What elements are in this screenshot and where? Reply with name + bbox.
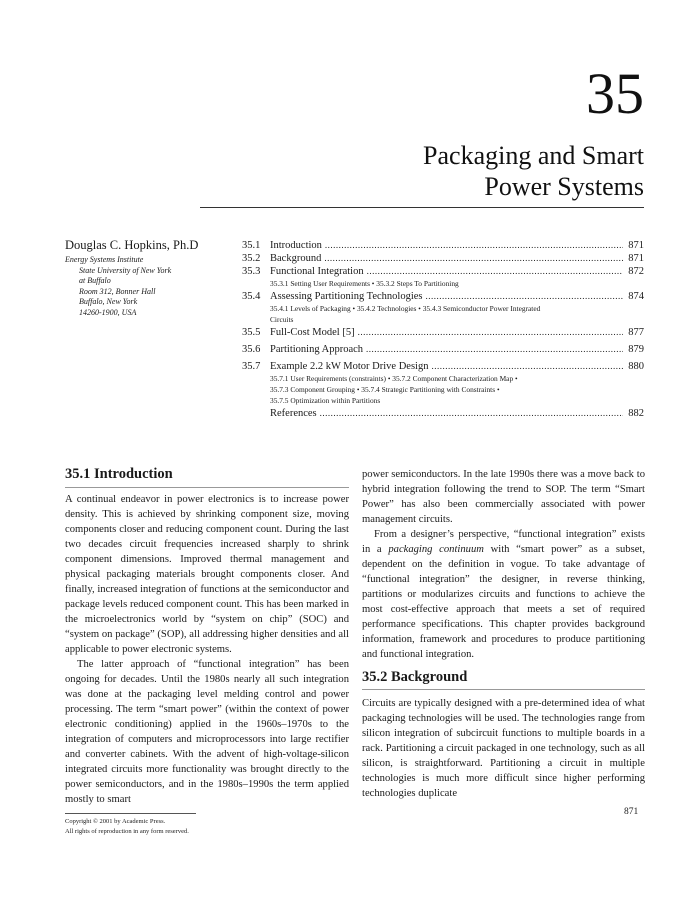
toc-leader [431, 360, 623, 373]
paragraph: Circuits are typically designed with a pre-determined idea of what packaging technologies will be used. The technologies range from silicon integration of subcircuit functions to multiple boards in a rack. Partitioning a circuit packaged in one technology, such as all silicon, is straightforward. Partitioning a circuit in multiple technologies is much more difficult since higher performing technologies duplicate [362, 698, 645, 799]
toc-entry[interactable] [242, 290, 644, 303]
body-column-right [362, 467, 645, 662]
author-address-line: at Buffalo [79, 276, 111, 285]
copyright-line: Copyright © 2001 by Academic Press. [65, 818, 166, 825]
section-rule [65, 487, 349, 488]
toc-leader [324, 252, 623, 265]
page-number: 871 [624, 807, 639, 817]
section-rule [362, 689, 645, 690]
chapter-title-line-1: Packaging and Smart [423, 141, 644, 170]
author-block [65, 238, 235, 318]
chapter-title-line-2: Power Systems [484, 172, 644, 201]
table-of-contents [242, 239, 644, 420]
toc-page: 872 [628, 266, 644, 277]
toc-number: 35.2 [242, 253, 261, 264]
author-address-line: Room 312, Bonner Hall [79, 286, 156, 296]
author-name: Douglas C. Hopkins, Ph.D [65, 238, 199, 252]
emphasis-text: packaging continuum [388, 544, 484, 555]
toc-number: 35.1 [242, 240, 261, 251]
chapter-number: 35 [586, 61, 644, 126]
paragraph: A continual endeavor in power electronics is to increase power density. This is achieved by shrinking component size, moving components closer and reducing component count. During the last two decades circuit frequencies increased sharply to shrink component dimensions. Improved thermal management and physical packaging materials brought components closer. And finally, increased integration of functions at the semiconductor and package levels reduced component count. This has been marked in the microelectronics world by “system on chip” (SOC) and “system on package” (SOP), all addressing higher densities and all applicable to power electronic systems. [65, 494, 349, 655]
toc-subsections: Circuits [270, 315, 294, 324]
toc-entry[interactable] [242, 360, 644, 373]
toc-title: Introduction [270, 240, 322, 251]
body-column-left [65, 492, 349, 807]
toc-title: Functional Integration [270, 266, 364, 277]
toc-leader [358, 326, 623, 339]
paragraph [362, 527, 645, 662]
toc-subsections: 35.7.3 Component Grouping • 35.7.4 Strategic Partitioning with Constraints • [270, 385, 500, 394]
toc-leader [320, 407, 623, 420]
toc-subsections: 35.3.1 Setting User Requirements • 35.3.2 Steps To Partitioning [270, 279, 459, 288]
author-address-line: 14260-1900, USA [79, 307, 137, 317]
paragraph-text: From a designer’s perspective, “functional integration” exists in a [362, 529, 645, 555]
toc-page: 880 [628, 361, 644, 372]
toc-entry[interactable] [242, 326, 644, 339]
toc-title: Background [270, 253, 322, 264]
section-heading: 35.1 Introduction [65, 466, 173, 482]
paragraph: power semiconductors. In the late 1990s there was a move back to hybrid integration following the trend to SOP. The term “Smart Power” has also been commercially associated with power management circuits. [362, 469, 645, 525]
toc-entry[interactable] [242, 252, 644, 265]
toc-leader [367, 265, 623, 278]
copyright-footnote [65, 817, 189, 837]
toc-title: Full-Cost Model [5] [270, 327, 355, 338]
toc-number: 35.7 [242, 361, 261, 372]
author-address-line: State University of New York [79, 265, 172, 275]
toc-entry[interactable] [242, 239, 644, 252]
rights-line: All rights of reproduction in any form reserved. [65, 828, 189, 835]
toc-title: Example 2.2 kW Motor Drive Design [270, 361, 429, 372]
toc-page: 871 [628, 240, 644, 251]
toc-title: References [270, 408, 317, 419]
toc-title: Partitioning Approach [270, 344, 364, 355]
toc-page: 877 [628, 327, 644, 338]
chapter-title [423, 140, 644, 202]
toc-page: 882 [628, 408, 644, 419]
author-address-line: Buffalo, New York [79, 297, 138, 306]
toc-subsections: 35.7.1 User Requirements (constraints) • 35.7.2 Component Characterization Map • [270, 374, 518, 383]
toc-number: 35.4 [242, 291, 261, 302]
toc-page: 879 [628, 344, 644, 355]
body-column-right-continued [362, 696, 645, 801]
toc-entry[interactable] [242, 265, 644, 278]
toc-page: 871 [628, 253, 644, 264]
toc-entry[interactable] [242, 407, 644, 420]
paragraph: The latter approach of “functional integration” has been ongoing for decades. Until the 1980s nearly all such integration was done at the packaging level melding control and power processing. The term “smart power” (within the context of power electronic conditioning) applied in the 1960s–1970s to the integration of computers and microprocessors into large rectifier and converter cabinets. With the advent of high-voltage-silicon integrated circuits more functionality was brought directly to the power semiconductors, and in the 1980s–1990s the term applied mostly to smart [65, 659, 349, 805]
toc-leader [425, 290, 623, 303]
toc-leader [366, 343, 623, 356]
toc-number: 35.3 [242, 266, 261, 277]
toc-entry[interactable] [242, 343, 644, 356]
toc-page: 874 [628, 291, 644, 302]
toc-number: 35.5 [242, 327, 261, 338]
author-institute: Energy Systems Institute [65, 255, 144, 264]
title-rule [200, 207, 644, 208]
toc-subsections: 35.4.1 Levels of Packaging • 35.4.2 Technologies • 35.4.3 Semiconductor Power Integrated [270, 304, 541, 313]
section-heading: 35.2 Background [362, 669, 468, 685]
toc-title: Assessing Partitioning Technologies [270, 291, 423, 302]
footnote-rule [65, 813, 196, 814]
toc-leader [325, 239, 623, 252]
paragraph-text: with “smart power” as a subset, dependent on the definition in vogue. To take advantage of “functional integration” the designer, in reverse thinking, partitions or modularizes circuits and functions to achieve the most cost-effective approach that meets a set of required performance specifications. This chapter provides background information, framework and procedures to produce partitioning and functional integration. [362, 544, 645, 660]
toc-subsections: 35.7.5 Optimization within Partitions [270, 396, 381, 405]
toc-number: 35.6 [242, 344, 261, 355]
